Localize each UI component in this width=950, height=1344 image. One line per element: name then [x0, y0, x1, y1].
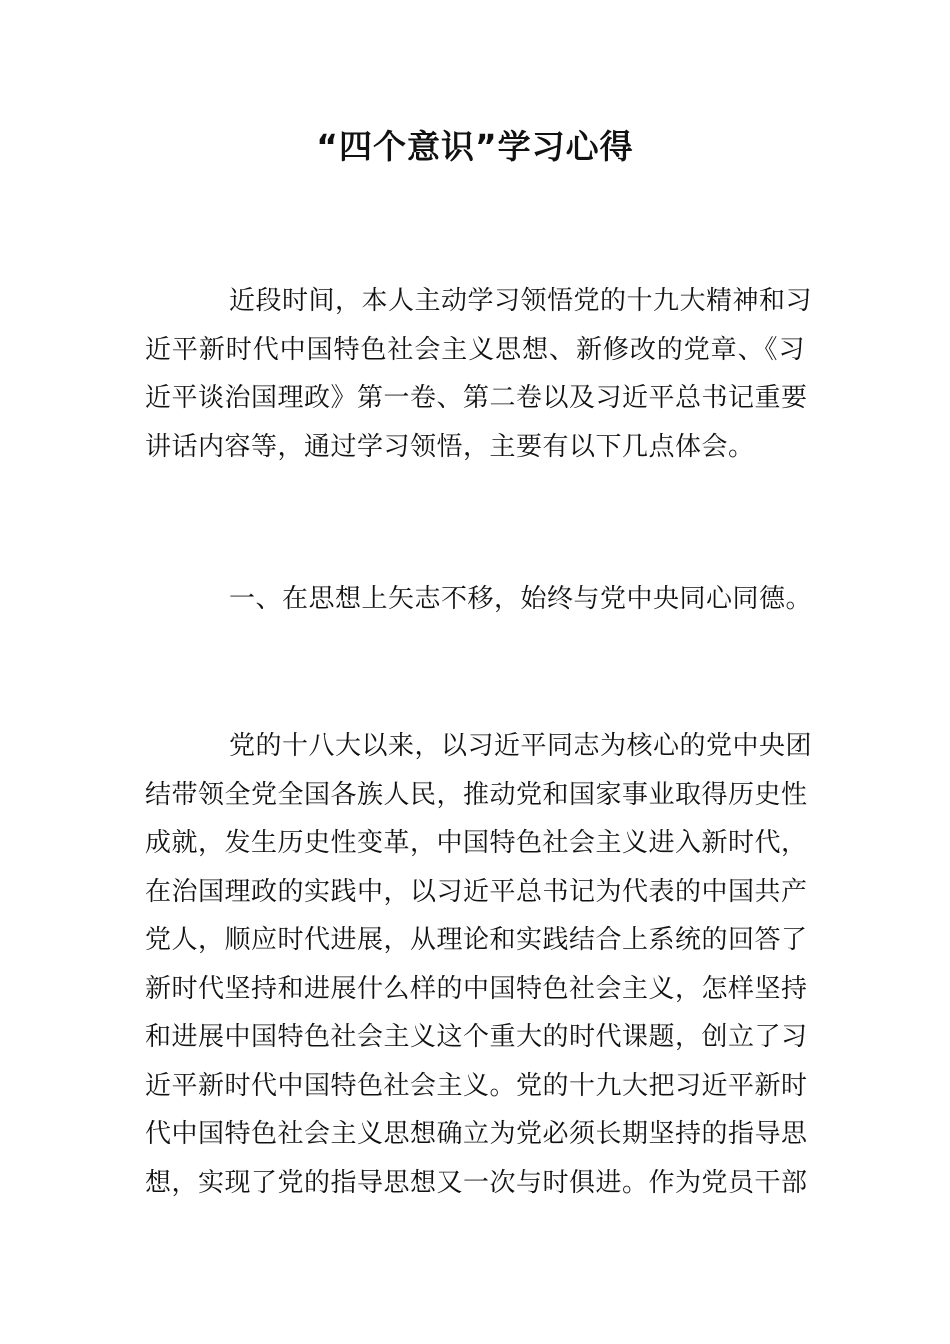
paragraph-body [145, 722, 813, 1207]
text-line: 一、在思想上矢志不移，始终与党中央同心同德。 [229, 584, 813, 614]
text-line: 和进展中国特色社会主义这个重大的时代课题，创立了习 [145, 1022, 808, 1052]
text-line: 党人，顺应时代进展，从理论和实践结合上系统的回答了 [145, 925, 808, 955]
text-line: 新时代坚持和进展什么样的中国特色社会主义，怎样坚持 [145, 973, 808, 1004]
text-line: 代中国特色社会主义思想确立为党必须长期坚持的指导思 [145, 1119, 808, 1149]
text-line: 党的十八大以来，以习近平同志为核心的党中央团 [229, 731, 813, 761]
section-heading-1 [145, 575, 813, 624]
text-line: 结带领全党全国各族人民，推动党和国家事业取得历史性 [145, 779, 808, 810]
text-line: 在治国理政的实践中，以习近平总书记为代表的中国共产 [145, 876, 808, 907]
text-line: 近平新时代中国特色社会主义。党的十九大把习近平新时 [145, 1070, 808, 1101]
paragraph-intro [145, 277, 813, 471]
document-title: “四个意识”学习心得 [316, 127, 634, 166]
text-line: 成就，发生历史性变革，中国特色社会主义进入新时代， [145, 828, 808, 858]
text-line: 近平新时代中国特色社会主义思想、新修改的党章、《习 [145, 334, 805, 365]
text-line: 讲话内容等，通过学习领悟，主要有以下几点体会。 [145, 431, 755, 462]
text-line: 想，实现了党的指导思想又一次与时俱进。作为党员干部 [145, 1167, 808, 1198]
text-line: 近平谈治国理政》第一卷、第二卷以及习近平总书记重要 [145, 383, 808, 413]
text-line: 近段时间，本人主动学习领悟党的十九大精神和习 [229, 286, 813, 316]
